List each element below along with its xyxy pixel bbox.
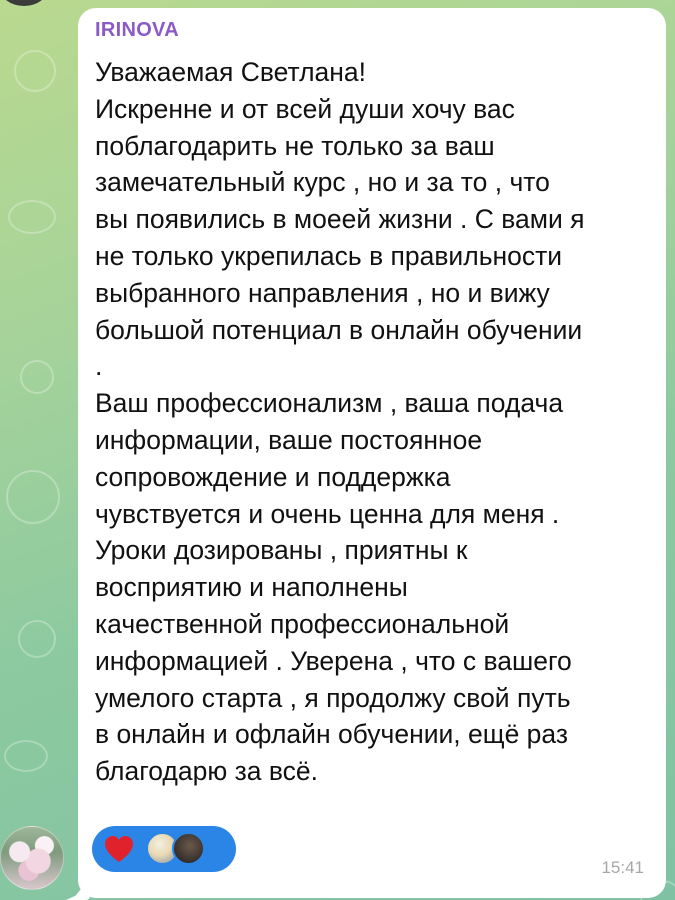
wallpaper-doodle	[18, 620, 56, 658]
message-line: .	[95, 351, 103, 382]
message-line: информацией . Уверена , что с вашего	[95, 645, 572, 676]
reaction-pill[interactable]	[92, 826, 236, 872]
message-line: чувствуется и очень ценна для меня .	[95, 498, 560, 529]
message-bubble[interactable]	[78, 8, 666, 898]
message-line: Уважаемая Светлана!	[95, 57, 367, 87]
reactor-avatars	[146, 831, 216, 867]
wallpaper-doodle	[8, 200, 56, 234]
wallpaper-doodle	[14, 50, 56, 92]
message-line: Искренне и от всей души хочу вас	[95, 93, 515, 124]
message-line: умелого старта , я продолжу свой путь	[95, 682, 571, 713]
message-line: вы появились в моеей жизни . С вами я	[95, 204, 585, 235]
message-line: благодарю за всё.	[95, 756, 318, 787]
message-line: Ваш профессионализм , ваша подача	[95, 388, 564, 419]
message-line: Уроки дозированы , приятны к	[95, 535, 468, 566]
wallpaper-doodle	[4, 740, 48, 772]
message-line: информации, ваше постоянное	[95, 424, 483, 455]
message-timestamp: 15:41	[601, 858, 644, 877]
message-line: сопровождение и поддержка	[95, 461, 451, 492]
message-line: замечательный курс , но и за то , что	[95, 167, 550, 198]
sender-name[interactable]: IRINOVA	[95, 19, 179, 41]
wallpaper-doodle	[6, 470, 60, 524]
message-line: в онлайн и офлайн обучении, ещё раз	[95, 719, 569, 750]
message-line: большой потенциал в онлайн обучении	[95, 314, 583, 345]
reactor-avatar	[172, 832, 205, 865]
message-line: поблагодарить не только за ваш	[95, 130, 495, 161]
message-text	[95, 54, 648, 790]
message-line: не только укрепилась в правильности	[95, 240, 563, 271]
message-line: восприятию и наполнены	[95, 572, 408, 603]
sender-avatar[interactable]	[0, 826, 64, 890]
wallpaper-doodle	[20, 360, 54, 394]
heart-icon	[102, 832, 136, 866]
message-line: выбранного направления , но и вижу	[95, 277, 550, 308]
message-line: качественной профессиональной	[95, 608, 510, 639]
